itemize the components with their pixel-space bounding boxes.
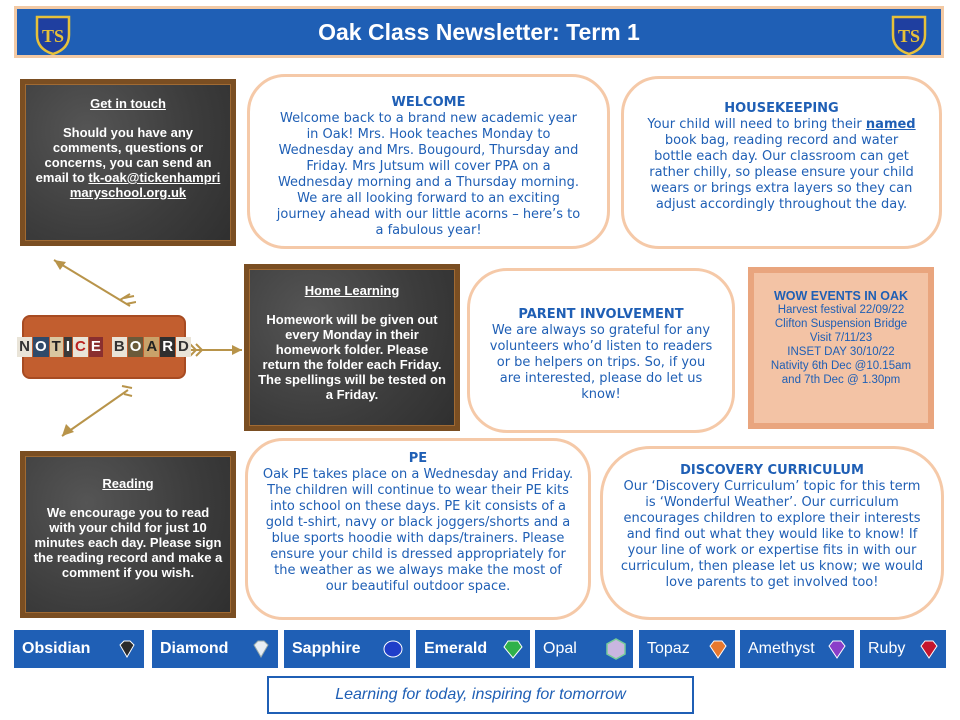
notice-letter: E — [90, 338, 101, 355]
class-tab-label: Sapphire — [292, 640, 361, 657]
notice-letter: O — [34, 338, 47, 355]
obsidian-gem-icon — [116, 638, 138, 660]
class-tab-ruby[interactable] — [860, 630, 946, 668]
school-crest-icon — [891, 15, 927, 55]
arrow-down-icon — [54, 384, 134, 444]
parent-involvement-text: We are always so grateful for any volunteers who’d listen to readers or be helpers on trips. So, if you are interested, please do let us know! — [489, 323, 713, 402]
page-title: Oak Class Newsletter: Term 1 — [318, 19, 640, 45]
pe-section — [245, 438, 591, 620]
welcome-section — [247, 74, 610, 249]
class-tab-label: Topaz — [647, 640, 690, 657]
notice-letter: O — [129, 338, 142, 355]
notice-board-letters — [17, 337, 191, 357]
reading-text: We encourage you to read with your child for just 10 minutes each day. Please sign the reading record and make a comment if you wish. — [33, 505, 223, 580]
class-tab-label: Ruby — [868, 640, 906, 657]
pe-title: PE — [408, 451, 428, 466]
notice-letter: B — [113, 338, 125, 355]
reading-board — [20, 451, 236, 618]
notice-letter: D — [178, 338, 189, 355]
class-tab-amethyst[interactable] — [740, 630, 856, 668]
parent-involvement-section — [467, 268, 735, 433]
housekeeping-title: HOUSEKEEPING — [724, 101, 839, 116]
class-tab-topaz[interactable] — [639, 630, 737, 668]
arrow-right-icon — [186, 340, 246, 360]
home-learning-board — [244, 264, 460, 431]
school-motto: Learning for today, inspiring for tomorrow — [267, 676, 694, 714]
amethyst-gem-icon — [826, 638, 848, 660]
crest-letters: TS — [897, 26, 921, 46]
class-tab-label: Emerald — [424, 640, 488, 657]
class-tab-label: Opal — [543, 640, 577, 657]
notice-letter: R — [162, 338, 174, 355]
get-in-touch-title: Get in touch — [90, 96, 166, 111]
discovery-text: Our ‘Discovery Curriculum’ topic for this term is ‘Wonderful Weather’. Our curriculum encourages children to explore their interests and find out what they would like to know! If your line of work or expertise fits in with our curriculum, then please let us know; we would love parents to get involved too! — [620, 479, 924, 590]
arrow-up-icon — [46, 252, 136, 312]
discovery-curriculum-section — [600, 446, 944, 620]
class-tabs — [14, 630, 946, 668]
class-tab-opal[interactable] — [535, 630, 635, 668]
sapphire-gem-icon — [382, 638, 404, 660]
topaz-gem-icon — [707, 638, 729, 660]
email-link[interactable]: tk-oak@tickenhamprimaryschool.org.uk — [69, 170, 221, 200]
notice-letter: A — [146, 338, 158, 355]
welcome-title: WELCOME — [391, 95, 466, 110]
notice-letter: C — [74, 338, 86, 355]
class-tab-label: Diamond — [160, 640, 229, 657]
housekeeping-text-before: Your child will need to bring their — [647, 117, 866, 132]
housekeeping-emphasis: named — [865, 117, 916, 132]
newsletter-header — [14, 6, 944, 58]
class-tab-diamond[interactable] — [152, 630, 280, 668]
class-tab-obsidian[interactable] — [14, 630, 146, 668]
class-tab-label: Amethyst — [748, 640, 815, 657]
home-learning-text: Homework will be given out every Monday in their homework folder. Please return the folder each Friday. The spellings will be tested on a Friday. — [258, 312, 446, 402]
wow-event-item: Harvest festival 22/09/22 — [777, 304, 905, 316]
notice-board-sign — [19, 315, 189, 379]
reading-title: Reading — [102, 476, 154, 491]
get-in-touch-board — [20, 79, 236, 246]
wow-event-item: Clifton Suspension Bridge Visit 7/11/23 — [774, 318, 908, 344]
home-learning-title: Home Learning — [304, 283, 400, 298]
wow-event-item: Nativity 6th Dec @10.15am and 7th Dec @ 1.30pm — [770, 360, 912, 386]
crest-letters: TS — [41, 26, 65, 46]
notice-letter: N — [19, 338, 30, 355]
pe-text: Oak PE takes place on a Wednesday and Friday. The children will continue to wear their PE kits into school on these days. PE kit consists of a gold t-shirt, navy or black joggers/shorts and a blue sports hoodie with daps/trainers. Please ensure your child is dressed appropriately for the weather as we always make the most of our beautiful outdoor space. — [262, 467, 574, 594]
parent-involvement-title: PARENT INVOLVEMENT — [518, 307, 684, 322]
emerald-gem-icon — [502, 638, 524, 660]
welcome-text: Welcome back to a brand new academic year in Oak! Mrs. Hook teaches Monday to Wednesday and Mrs. Bougourd, Thursday and Friday. Mrs Jutsum will cover PPA on a Wednesday morning and a Thursday morning. We are all looking forward to an exciting journey ahead with our little acorns – here’s to a fabulous year! — [276, 111, 581, 238]
notice-letter: I — [65, 338, 70, 355]
housekeeping-text-after: book bag, reading record and water bottle each day. Our classroom can get rather chilly, so please ensure your child wears or brings extra layers so they can adjust accordingly throughout the day. — [649, 133, 914, 212]
notice-letter: T — [51, 338, 61, 355]
housekeeping-section — [621, 76, 942, 249]
notice-letter — [104, 337, 111, 357]
wow-event-item: INSET DAY 30/10/22 — [787, 346, 895, 358]
wow-events-title: WOW EVENTS IN OAK — [773, 289, 909, 303]
class-tab-emerald[interactable] — [416, 630, 532, 668]
opal-gem-icon — [605, 638, 627, 660]
wow-events-box — [748, 267, 934, 429]
class-tab-label: Obsidian — [22, 640, 91, 657]
discovery-title: DISCOVERY CURRICULUM — [680, 463, 864, 478]
get-in-touch-text: Should you have any comments, questions or concerns, you can send an email to — [35, 125, 212, 185]
diamond-gem-icon — [250, 638, 272, 660]
ruby-gem-icon — [918, 638, 940, 660]
class-tab-sapphire[interactable] — [284, 630, 412, 668]
